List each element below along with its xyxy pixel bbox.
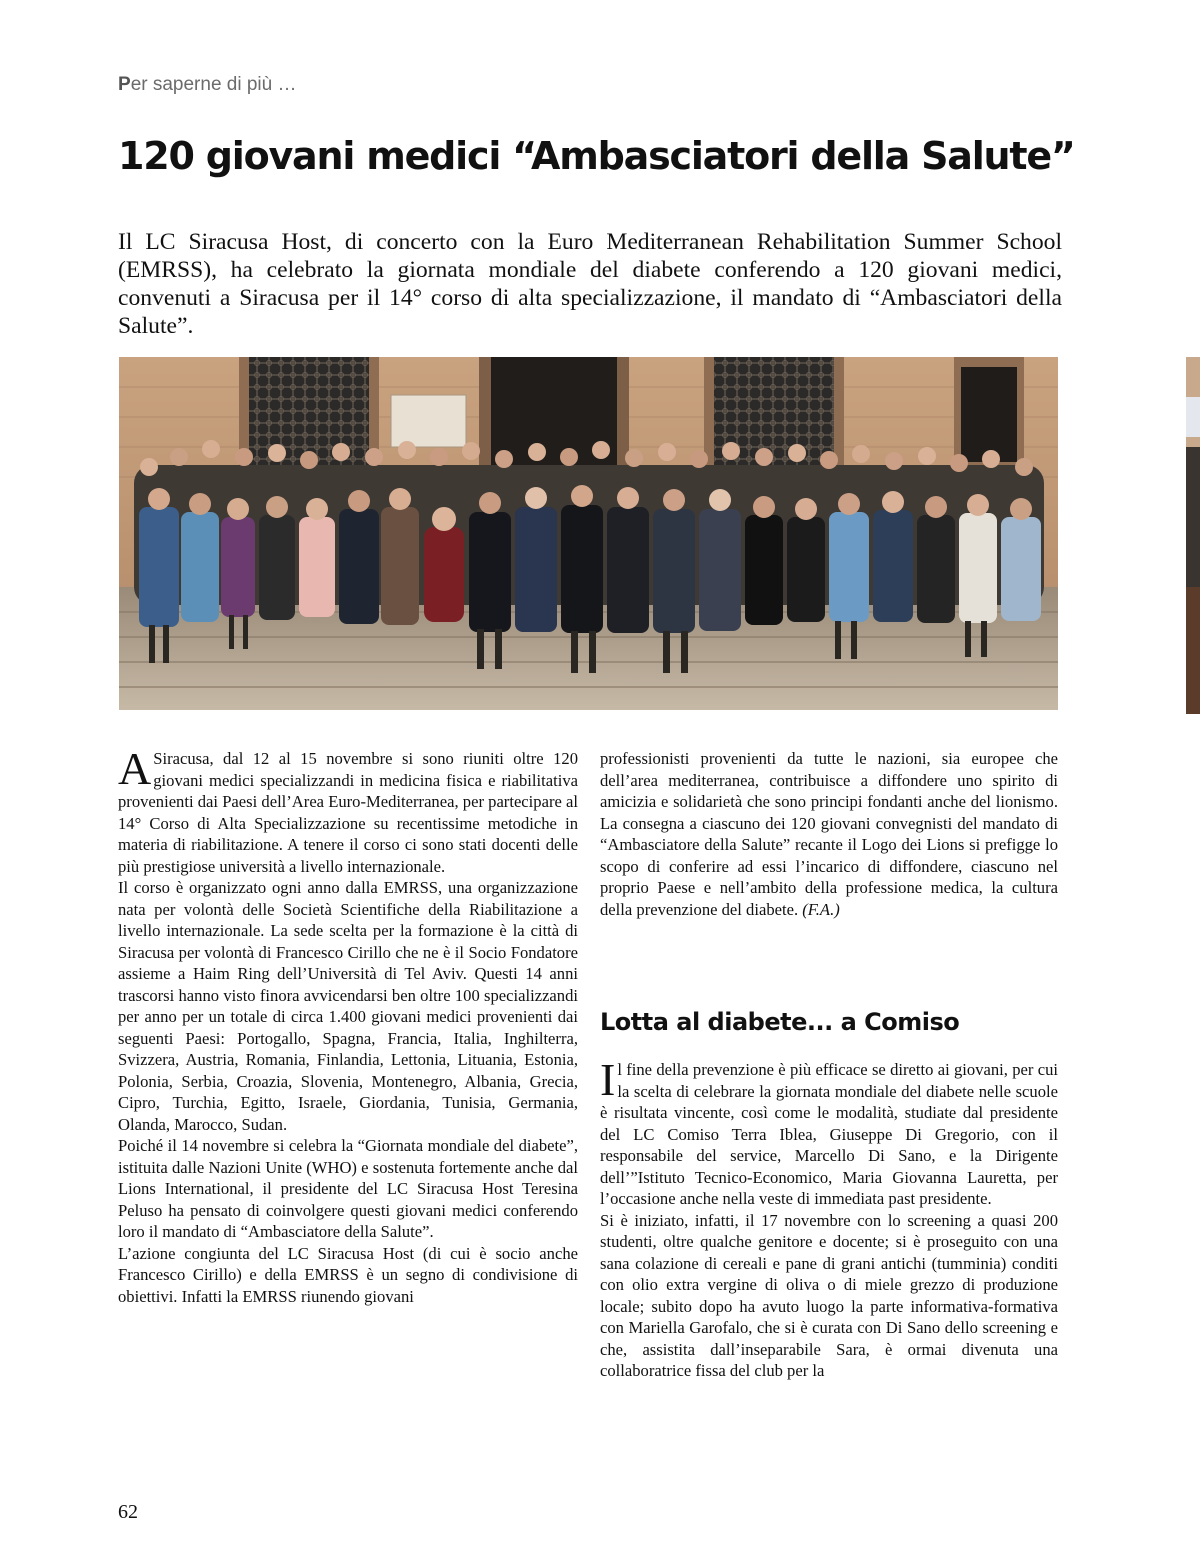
article-paragraph: L’azione congiunta del LC Siracusa Host (di cui è socio anche Francesco Cirillo) e della EMRSS è un segno di condivisione di obiettivi. Infatti la EMRSS riunendo giovani [118, 1243, 578, 1306]
article-column-left [118, 743, 578, 1307]
second-article-title: Lotta al diabete... a Comiso [600, 1008, 960, 1036]
section-label: er saperne di più … [130, 74, 297, 95]
group-photo-illustration [119, 357, 1058, 710]
dropcap: A [118, 743, 152, 794]
edge-photo-illustration [1186, 357, 1200, 714]
article-title: 120 giovani medici “Ambasciatori della Salute” [118, 134, 1075, 178]
article-paragraph: Si è iniziato, infatti, il 17 novembre con lo screening a quasi 200 studenti, oltre qualche genitore e docente; si è proseguito con una sana colazione di cereali e pane di grani antichi (tumminia) conditi con olio extra vergine di oliva o di miele grezzo di produzione locale; subito dopo ha avuto luogo la parte informativa-formativa con Mariella Garofalo, che si è curata con Di Sano dello screening e che, assistita dall’inseparabile Sara, è ormai divenuta una collaboratrice fissa del club per la [600, 1210, 1058, 1380]
section-header [118, 74, 297, 96]
article-paragraph: Il corso è organizzato ogni anno dalla EMRSS, una organizzazione nata per volontà delle Società Scientifiche della Riabilitazione a livello internazionale. La sede scelta per la formazione è la città di Siracusa per volontà di Francesco Cirillo che ne è il Socio Fondatore assieme a Haim Ring dell’Università di Tel Aviv. Questi 14 anni trascorsi hanno visto finora avvicendarsi ben oltre 100 specializzandi per anno per un totale di circa 1.400 giovani medici provenienti dai seguenti Paesi: Portogallo, Spagna, Francia, Italia, Inghilterra, Svizzera, Austria, Romania, Finlandia, Lettonia, Lituania, Estonia, Polonia, Serbia, Croazia, Slovenia, Montenegro, Albania, Grecia, Cipro, Turchia, Egitto, Israele, Giordania, Tunisia, Germania, Olanda, Marocco, Sudan. [118, 878, 578, 1134]
article-paragraph: Poiché il 14 novembre si celebra la “Giornata mondiale del diabete”, istituita dalle Nazioni Unite (WHO) e sostenuta fortemente anche dal Lions International, il presidente del LC Siracusa Host Teresina Peluso ha pensato di coinvolgere questi giovani medici conferendo loro il mandato di “Ambasciatore della Salute”. [118, 1136, 578, 1241]
paragraph-text: professionisti provenienti da tutte le nazioni, sia europee che dell’area mediterranea, contribuisce a diffondere uno spirito di amicizia e solidarietà che sono principi fondanti anche del lionismo. La consegna a ciascuno dei 120 giovani convegnisti del mandato di “Ambasciatore della Salute” recante il Logo dei Lions si prefigge lo scopo di conferire ad essi l’incarico di diffondere, ciascuno nel proprio Paese e nell’ambito della professione medica, la cultura della prevenzione del diabete. [600, 749, 1058, 919]
paragraph-text: Siracusa, dal 12 al 15 novembre si sono riuniti oltre 120 giovani medici specializzandi in medicina fisica e riabilitativa provenienti dai Paesi dell’Area Euro-Mediterranea, per partecipare al 14° Corso di Alta Specializzazione su recentissime metodiche in materia di riabilitazione. A tenere il corso ci sono stati docenti delle più prestigiose università a livello internazionale. [118, 749, 578, 876]
article-paragraph [600, 1054, 1058, 1210]
adjacent-page-photo-edge [1186, 357, 1200, 714]
second-article-body [600, 1054, 1058, 1382]
dropcap: I [600, 1054, 616, 1105]
author-signature: (F.A.) [802, 899, 840, 919]
article-lead: Il LC Siracusa Host, di concerto con la Euro Mediterranean Rehabilitation Summer School (EMRSS), ha celebrato la giornata mondiale del diabete conferendo a 120 giovani medici, convenuti a Siracusa per il 14° corso di alta specializzazione, il mandato di “Ambasciatori della Salute”. [118, 229, 1062, 339]
article-column-right [600, 748, 1058, 920]
page-number: 62 [118, 1501, 138, 1523]
paragraph-text: l fine della prevenzione è più efficace se diretto ai giovani, per cui la scelta di celebrare la giornata mondiale del diabete nelle scuole è risultata vincente, così come le modalità, studiate dal presidente del LC Comiso Terra Iblea, Giuseppe Di Gregorio, con il responsabile del service, Marcello Di Sano, e la Dirigente dell’”Istituto Tecnico-Economico, Maria Giovanna Lauretta, per l’occasione anche nella veste di immediata past presidente. [600, 1060, 1058, 1208]
article-paragraph [600, 748, 1058, 920]
section-initial: P [118, 74, 131, 95]
group-photo [119, 357, 1058, 710]
article-paragraph [118, 743, 578, 877]
